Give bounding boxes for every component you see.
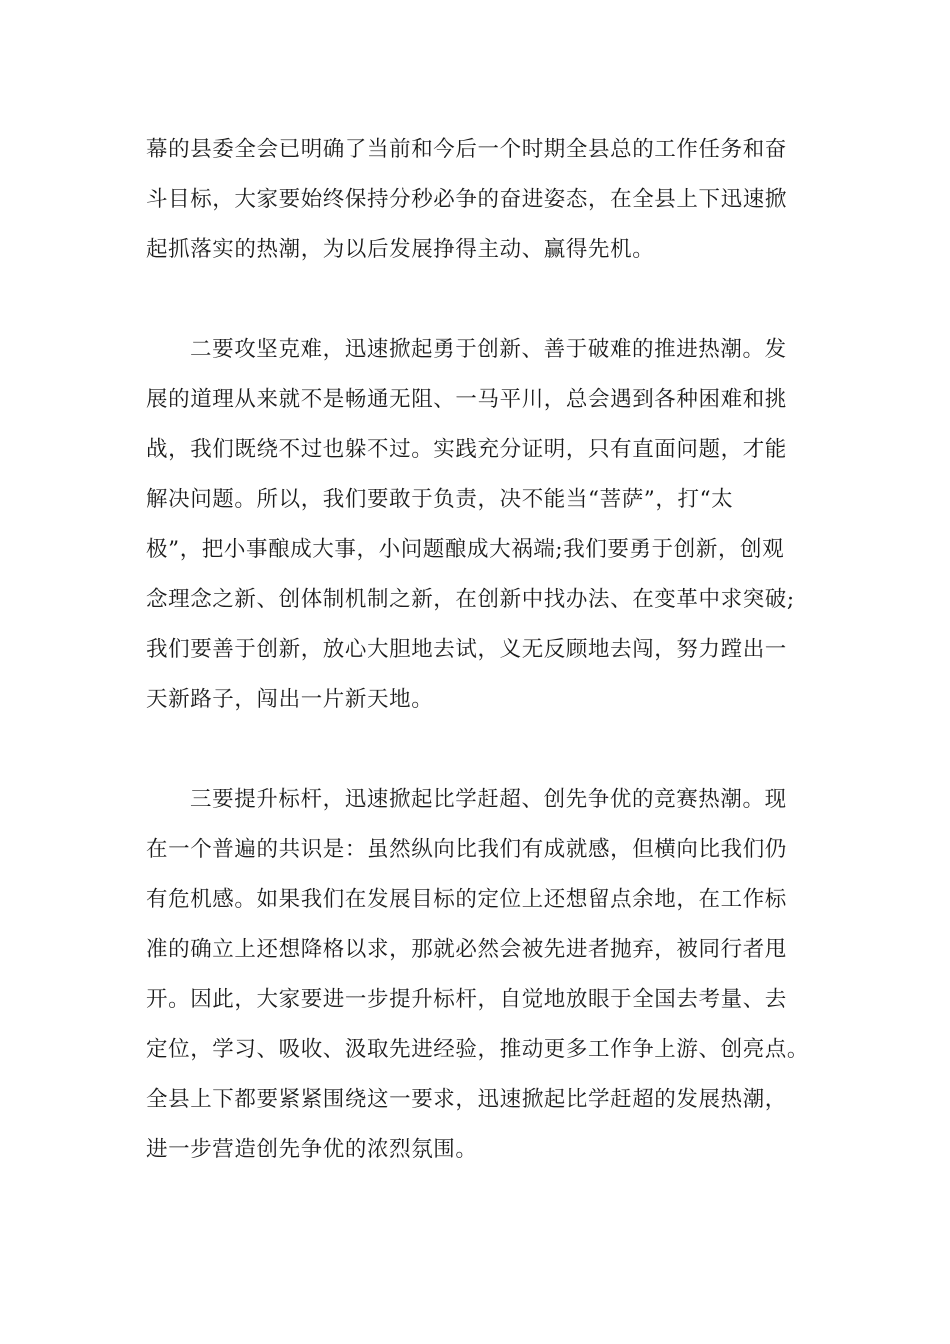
text-line: 在一个普遍的共识是：虽然纵向比我们有成就感，但横向比我们仍 [146, 837, 787, 862]
text-line: 起抓落实的热潮，为以后发展挣得主动、赢得先机。 [146, 237, 655, 262]
text-line: 准的确立上还想降格以求，那就必然会被先进者抛弃，被同行者甩 [146, 937, 787, 962]
text-line: 斗目标，大家要始终保持分秒必争的奋进姿态，在全县上下迅速掀 [146, 187, 787, 212]
text-line: 念理念之新、创体制机制之新，在创新中找办法、在变革中求突破; [146, 587, 795, 612]
text-line: 我们要善于创新，放心大胆地去试，义无反顾地去闯，努力蹚出一 [146, 637, 787, 662]
text-line: 全县上下都要紧紧围绕这一要求，迅速掀起比学赶超的发展热潮， [146, 1087, 787, 1112]
text-line: 三要提升标杆，迅速掀起比学赶超、创先争优的竞赛热潮。现 [190, 787, 787, 812]
text-line: 定位，学习、吸收、汲取先进经验，推动更多工作争上游、创亮点。 [146, 1037, 810, 1062]
text-line: 极”，把小事酿成大事，小问题酿成大祸端;我们要勇于创新，创观 [146, 537, 785, 562]
text-line: 展的道理从来就不是畅通无阻、一马平川，总会遇到各种困难和挑 [146, 387, 787, 412]
text-line: 开。因此，大家要进一步提升标杆，自觉地放眼于全国去考量、去 [146, 987, 787, 1012]
text-line: 解决问题。所以，我们要敢于负责，决不能当“菩萨”，打“太 [146, 487, 734, 512]
text-line: 进一步营造创先争优的浓烈氛围。 [146, 1137, 478, 1162]
text-line: 二要攻坚克难，迅速掀起勇于创新、善于破难的推进热潮。发 [190, 337, 787, 362]
text-line: 战，我们既绕不过也躲不过。实践充分证明，只有直面问题，才能 [146, 437, 787, 462]
text-line: 天新路子，闯出一片新天地。 [146, 687, 434, 712]
text-line: 幕的县委全会已明确了当前和今后一个时期全县总的工作任务和奋 [146, 137, 787, 162]
text-line: 有危机感。如果我们在发展目标的定位上还想留点余地，在工作标 [146, 887, 787, 912]
